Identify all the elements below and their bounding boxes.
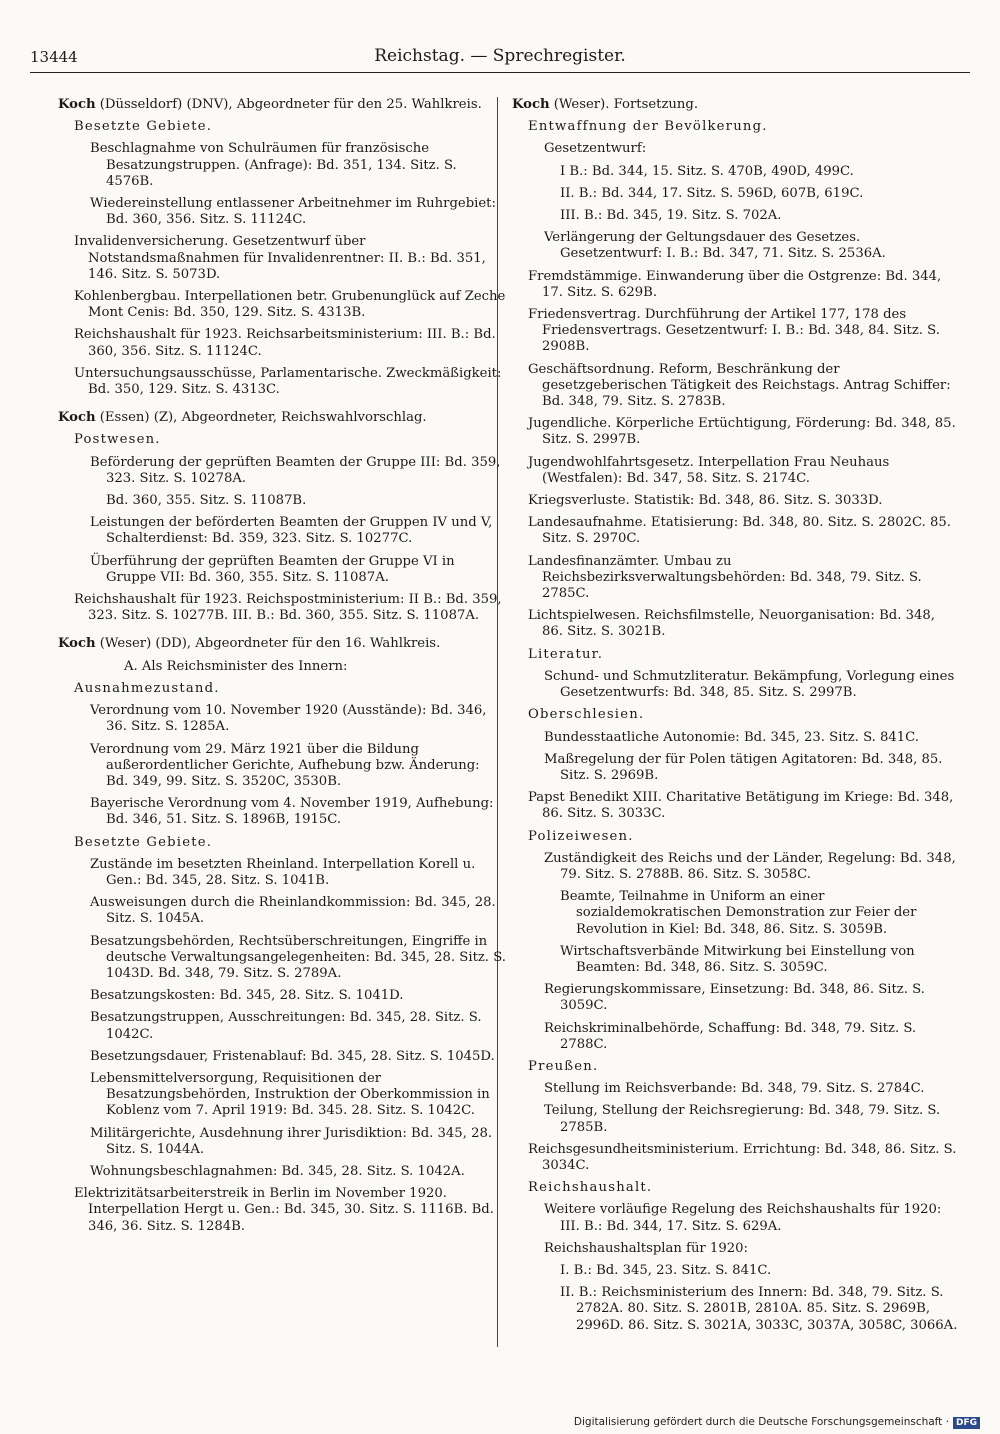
header-rule (30, 72, 970, 73)
index-entry: Beförderung der geprüften Beamten der Gruppe III: Bd. 359, 323. Sitz. S. 10278A. (90, 454, 501, 486)
topic-heading: Reichshaushalt. (528, 1180, 653, 1196)
footer-text: Digitalisierung gefördert durch die Deutsche Forschungsgemeinschaft · (573, 1416, 949, 1428)
index-entry-heading (58, 97, 506, 113)
speaker-name: Koch (58, 410, 96, 426)
speaker-details: (Essen) (Z), Abgeordneter, Reichswahlvorschlag. (95, 410, 427, 426)
footer-credit (574, 1416, 980, 1429)
index-entry: Verordnung vom 10. November 1920 (Ausstände): Bd. 346, 36. Sitz. S. 1285A. (90, 703, 487, 735)
index-entry: Besatzungsbehörden, Rechtsüberschreitungen, Eingriffe in deutsche Verwaltungsangelegenheiten: Bd. 345, 28. Sitz. S. 1043D. Bd. 348, 79. Sitz. S. 2789A. (90, 933, 506, 981)
index-entry: Zuständigkeit des Reichs und der Länder, Regelung: Bd. 348, 79. Sitz. S. 2788B. 86. Sitz. S. 3058C. (544, 850, 956, 882)
index-entry: Lebensmittelversorgung, Requisitionen der Besatzungsbehörden, Instruktion der Oberkommission in Koblenz vom 7. April 1919: Bd. 345. 28. Sitz. S. 1042C. (90, 1070, 490, 1119)
index-entry: Besatzungstruppen, Ausschreitungen: Bd. 345, 28. Sitz. S. 1042C. (90, 1010, 482, 1042)
topic-heading: Ausnahmezustand. (74, 680, 220, 696)
index-entry: Papst Benedikt XIII. Charitative Betätigung im Kriege: Bd. 348, 86. Sitz. S. 3033C. (528, 790, 954, 822)
page-number: 13444 (30, 48, 78, 66)
index-entry: Bd. 360, 355. Sitz. S. 11087B. (106, 493, 307, 509)
topic-heading: Postwesen. (74, 432, 161, 448)
speaker-details: (Düsseldorf) (DNV), Abgeordneter für den 25. Wahlkreis. (95, 97, 482, 112)
index-entry: Invalidenversicherung. Gesetzentwurf über Notstandsmaßnahmen für Invalidenrentner: II. B.: Bd. 351, 146. Sitz. S. 5073D. (74, 234, 486, 282)
index-entry: Verlängerung der Geltungsdauer des Gesetzes. Gesetzentwurf: I. B.: Bd. 347, 71. Sitz. S. 2536A. (544, 230, 886, 262)
index-entry: Zustände im besetzten Rheinland. Interpellation Korell u. Gen.: Bd. 345, 28. Sitz. S. 1041B. (90, 856, 476, 888)
speaker-details: (Weser) (DD), Abgeordneter für den 16. Wahlkreis. (95, 636, 441, 652)
index-entry: Bayerische Verordnung vom 4. November 1919, Aufhebung: Bd. 346, 51. Sitz. S. 1896B, 1915C. (90, 796, 494, 828)
speaker-name: Koch (58, 97, 96, 112)
index-entry: Geschäftsordnung. Reform, Beschränkung der gesetzgeberischen Tätigkeit des Reichstags. Antrag Schiffer: Bd. 348, 79. Sitz. S. 2783B. (528, 361, 951, 410)
index-entry-heading (58, 410, 506, 426)
topic-heading: Entwaffnung der Bevölkerung. (528, 119, 768, 135)
speaker-details: (Weser). Fortsetzung. (549, 97, 699, 112)
index-entry: II. B.: Reichsministerium des Innern: Bd. 348, 79. Sitz. S. 2782A. 80. Sitz. S. 2801B, 2810A. 85. Sitz. S. 2969B, 2996D. 86. Sitz. S. 3021A, 3033C, 3037A, 3058C, 3066A. (560, 1285, 958, 1333)
index-entry: Friedensvertrag. Durchführung der Artikel 177, 178 des Friedensvertrags. Gesetzentwurf: I. B.: Bd. 348, 84. Sitz. S. 2908B. (528, 307, 940, 355)
running-head: Reichstag. — Sprechregister. (374, 46, 626, 66)
speaker-name: Koch (512, 97, 550, 112)
index-entry: Schund- und Schmutzliteratur. Bekämpfung, Vorlegung eines Gesetzentwurfs: Bd. 348, 85. Sitz. S. 2997B. (544, 668, 955, 701)
right-column (512, 97, 960, 1340)
index-entry: Wiedereinstellung entlassener Arbeitnehmer im Ruhrgebiet: Bd. 360, 356. Sitz. S. 11124C. (90, 196, 496, 228)
index-entry: Bundesstaatliche Autonomie: Bd. 345, 23. Sitz. S. 841C. (544, 729, 919, 745)
index-entry: Regierungskommissare, Einsetzung: Bd. 348, 86. Sitz. S. 3059C. (544, 982, 925, 1014)
index-entry: I B.: Bd. 344, 15. Sitz. S. 470B, 490D, 499C. (560, 163, 854, 179)
index-entry: Kohlenbergbau. Interpellationen betr. Grubenunglück auf Zeche Mont Cenis: Bd. 350, 129. Sitz. S. 4313B. (74, 289, 506, 321)
topic-heading: Besetzte Gebiete. (74, 834, 213, 850)
index-entry: Ausweisungen durch die Rheinlandkommission: Bd. 345, 28. Sitz. S. 1045A. (90, 895, 496, 927)
index-entry: Jugendwohlfahrtsgesetz. Interpellation Frau Neuhaus (Westfalen): Bd. 347, 58. Sitz. S. 2174C. (528, 454, 890, 486)
index-entry-heading (512, 97, 960, 113)
topic-heading: Polizeiwesen. (528, 828, 634, 844)
index-entry: Militärgerichte, Ausdehnung ihrer Jurisdiktion: Bd. 345, 28. Sitz. S. 1044A. (90, 1125, 493, 1157)
page-header (30, 44, 970, 70)
index-entry: Landesfinanzämter. Umbau zu Reichsbezirksverwaltungsbehörden: Bd. 348, 79. Sitz. S. 2785C. (528, 553, 922, 602)
index-entry: Weitere vorläufige Regelung des Reichshaushalts für 1920: III. B.: Bd. 344, 17. Sitz. S. 629A. (544, 1202, 942, 1234)
index-entry: Besatzungskosten: Bd. 345, 28. Sitz. S. 1041D. (90, 988, 404, 1004)
index-entry: II. B.: Bd. 344, 17. Sitz. S. 596D, 607B, 619C. (560, 185, 864, 201)
index-entry-heading (58, 636, 506, 652)
index-entry: Besetzungsdauer, Fristenablauf: Bd. 345, 28. Sitz. S. 1045D. (90, 1048, 495, 1064)
index-entry: Reichshaushalt für 1923. Reichspostministerium: II B.: Bd. 359, 323. Sitz. S. 10277B. III. B.: Bd. 360, 355. Sitz. S. 11087A. (74, 592, 502, 624)
index-entry: Jugendliche. Körperliche Ertüchtigung, Förderung: Bd. 348, 85. Sitz. S. 2997B. (528, 416, 956, 448)
index-entry: Untersuchungsausschüsse, Parlamentarische. Zweckmäßigkeit: Bd. 350, 129. Sitz. S. 4313C. (74, 365, 502, 398)
index-entry: Beamte, Teilnahme in Uniform an einer sozialdemokratischen Demonstration zur Feier der Revolution in Kiel: Bd. 348, 86. Sitz. S. 3059B. (560, 889, 917, 937)
index-entry: Kriegsverluste. Statistik: Bd. 348, 86. Sitz. S. 3033D. (528, 493, 883, 509)
index-entry: Fremdstämmige. Einwanderung über die Ostgrenze: Bd. 344, 17. Sitz. S. 629B. (528, 268, 942, 300)
index-entry: Gesetzentwurf: (544, 141, 647, 157)
topic-heading: Literatur. (528, 646, 604, 662)
index-entry: Verordnung vom 29. März 1921 über die Bildung außerordentlicher Gerichte, Aufhebung bzw. Änderung: Bd. 349, 99. Sitz. S. 3520C, 3530B. (90, 741, 480, 789)
speaker-name: Koch (58, 636, 96, 652)
index-entry: I. B.: Bd. 345, 23. Sitz. S. 841C. (560, 1262, 772, 1278)
index-entry: Leistungen der beförderten Beamten der Gruppen IV und V, Schalterdienst: Bd. 359, 323. Sitz. S. 10277C. (90, 515, 493, 547)
index-entry: Reichshaushalt für 1923. Reichsarbeitsministerium: III. B.: Bd. 360, 356. Sitz. S. 11124C. (74, 327, 496, 359)
index-entry: Reichskriminalbehörde, Schaffung: Bd. 348, 79. Sitz. S. 2788C. (544, 1020, 917, 1052)
topic-heading: Preußen. (528, 1058, 599, 1074)
index-entry: Maßregelung der für Polen tätigen Agitatoren: Bd. 348, 85. Sitz. S. 2969B. (544, 751, 943, 783)
index-entry: Teilung, Stellung der Reichsregierung: Bd. 348, 79. Sitz. S. 2785B. (544, 1103, 941, 1135)
index-entry: III. B.: Bd. 345, 19. Sitz. S. 702A. (560, 208, 782, 224)
index-entry: Lichtspielwesen. Reichsfilmstelle, Neuorganisation: Bd. 348, 86. Sitz. S. 3021B. (528, 608, 935, 640)
index-entry: Reichsgesundheitsministerium. Errichtung: Bd. 348, 86. Sitz. S. 3034C. (528, 1141, 957, 1173)
index-entry: Landesaufnahme. Etatisierung: Bd. 348, 80. Sitz. S. 2802C. 85. Sitz. S. 2970C. (528, 515, 951, 547)
index-entry: Reichshaushaltsplan für 1920: (544, 1240, 748, 1256)
index-entry: Stellung im Reichsverbande: Bd. 348, 79. Sitz. S. 2784C. (544, 1081, 925, 1097)
dfg-logo: DFG (953, 1417, 980, 1429)
index-entry: Elektrizitätsarbeiterstreik in Berlin im November 1920. Interpellation Hergt u. Gen.: Bd. 345, 30. Sitz. S. 1116B. Bd. 346, 36. Sitz. S. 1284B. (74, 1186, 494, 1234)
index-entry: Überführung der geprüften Beamten der Gruppe VI in Gruppe VII: Bd. 360, 355. Sitz. S. 11087A. (90, 553, 455, 585)
index-entry: A. Als Reichsminister des Innern: (124, 658, 348, 674)
index-entry: Wohnungsbeschlagnahmen: Bd. 345, 28. Sitz. S. 1042A. (90, 1163, 465, 1179)
topic-heading: Oberschlesien. (528, 707, 645, 723)
index-entry: Beschlagnahme von Schulräumen für französische Besatzungstruppen. (Anfrage): Bd. 351, 134. Sitz. S. 4576B. (90, 141, 457, 189)
left-column (58, 97, 506, 1241)
topic-heading: Besetzte Gebiete. (74, 119, 213, 135)
index-entry: Wirtschaftsverbände Mitwirkung bei Einstellung von Beamten: Bd. 348, 86. Sitz. S. 3059C. (560, 943, 915, 975)
